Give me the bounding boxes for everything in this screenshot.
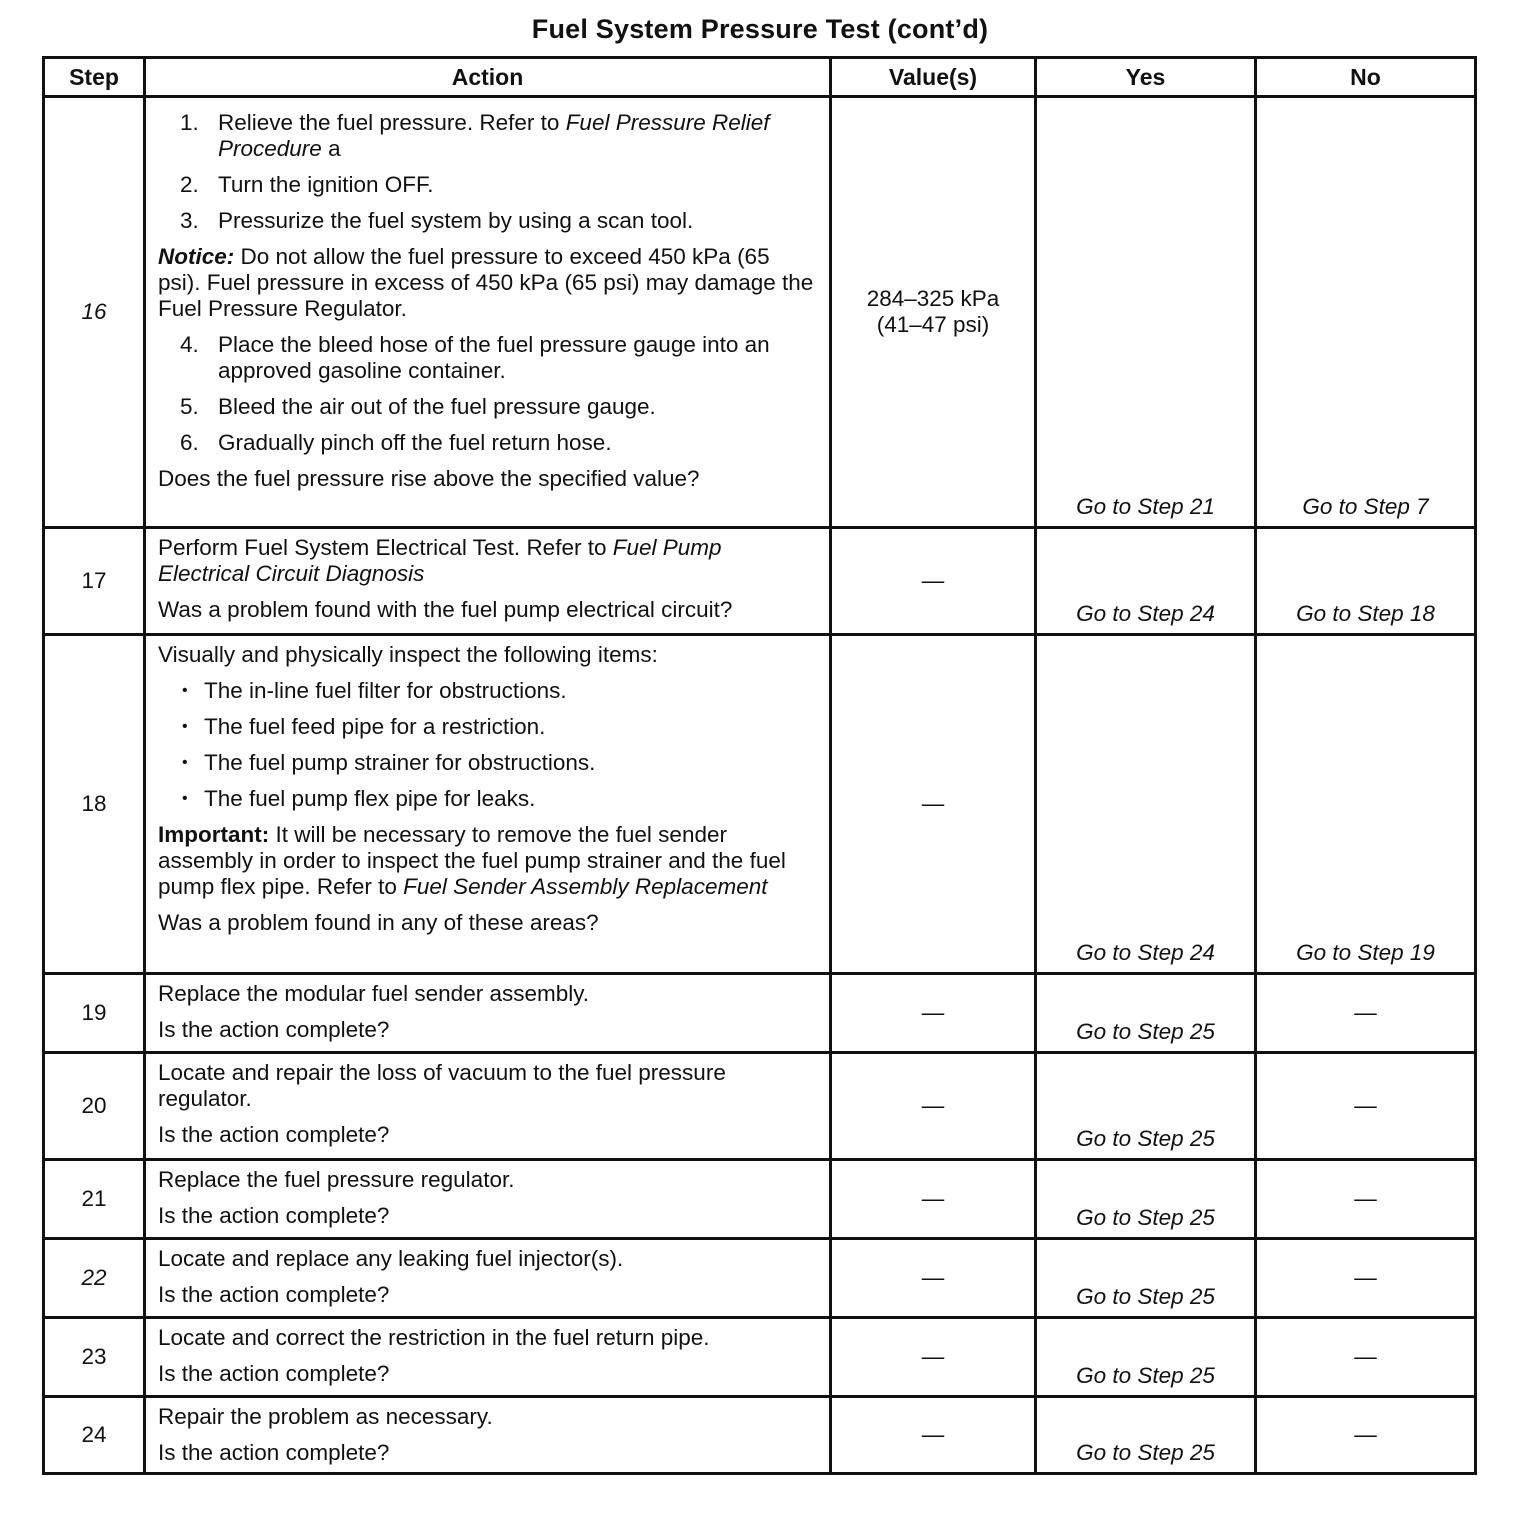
action-cell — [145, 1397, 831, 1474]
table-row-step-20 — [44, 1053, 1476, 1160]
question-text: Was a problem found in any of these areas? — [158, 910, 599, 935]
value-cell: — — [831, 1397, 1036, 1474]
step-number: 22 — [44, 1239, 145, 1318]
value-kpa: 284–325 kPa — [866, 286, 1000, 311]
step-number: 18 — [44, 635, 145, 974]
value-cell: — — [831, 1160, 1036, 1239]
step-number: 21 — [44, 1160, 145, 1239]
value-cell — [831, 97, 1036, 528]
action-text: Replace the fuel pressure regulator. — [158, 1167, 515, 1192]
step-number: 24 — [44, 1397, 145, 1474]
inspection-list — [158, 678, 815, 812]
header-no: No — [1256, 58, 1476, 97]
action-text: Locate and correct the restriction in the fuel return pipe. — [158, 1325, 710, 1350]
question-text: Is the action complete? — [158, 1282, 390, 1307]
no-cell[interactable]: Go to Step 19 — [1256, 635, 1476, 974]
action-cell — [145, 635, 831, 974]
header-step: Step — [44, 58, 145, 97]
action-cell — [145, 97, 831, 528]
question-text: Was a problem found with the fuel pump electrical circuit? — [158, 597, 733, 622]
yes-cell[interactable]: Go to Step 25 — [1036, 1318, 1256, 1397]
list-item: • The fuel feed pipe for a restriction. — [204, 714, 815, 740]
yes-cell[interactable]: Go to Step 25 — [1036, 1053, 1256, 1160]
yes-cell[interactable]: Go to Step 24 — [1036, 528, 1256, 635]
question-text: Does the fuel pressure rise above the specified value? — [158, 466, 700, 491]
value-cell: — — [831, 1239, 1036, 1318]
yes-cell[interactable]: Go to Step 21 — [1036, 97, 1256, 528]
action-text: Replace the modular fuel sender assembly. — [158, 981, 590, 1006]
table-row-step-23 — [44, 1318, 1476, 1397]
table-row-step-16 — [44, 97, 1476, 528]
fuel-pressure-test-table — [42, 56, 1477, 1475]
important-label: Important: — [158, 822, 270, 847]
step-number: 17 — [44, 528, 145, 635]
header-row — [44, 58, 1476, 97]
yes-cell[interactable]: Go to Step 24 — [1036, 635, 1256, 974]
reference-link[interactable]: Fuel Pressure Relief Procedure — [218, 110, 770, 161]
table-row-step-24 — [44, 1397, 1476, 1474]
list-item: 4. Place the bleed hose of the fuel pressure gauge into an approved gasoline container. — [180, 332, 770, 383]
list-item: • The fuel pump strainer for obstructions. — [204, 750, 815, 776]
yes-cell[interactable]: Go to Step 25 — [1036, 974, 1256, 1053]
no-cell: — — [1256, 974, 1476, 1053]
yes-cell[interactable]: Go to Step 25 — [1036, 1160, 1256, 1239]
notice-block — [158, 244, 815, 322]
action-cell — [145, 1239, 831, 1318]
list-item: • The fuel pump flex pipe for leaks. — [204, 786, 815, 812]
table-row-step-22 — [44, 1239, 1476, 1318]
value-cell: — — [831, 1318, 1036, 1397]
yes-cell[interactable]: Go to Step 25 — [1036, 1239, 1256, 1318]
list-item: 1. Relieve the fuel pressure. Refer to Fuel Pressure Relief Procedure a — [180, 110, 770, 161]
important-block — [158, 822, 815, 900]
question-text: Is the action complete? — [158, 1122, 390, 1147]
list-item: • The in-line fuel filter for obstructions. — [204, 678, 815, 704]
table-row-step-18 — [44, 635, 1476, 974]
reference-link[interactable]: Fuel Sender Assembly Replacement — [403, 874, 768, 899]
yes-cell[interactable]: Go to Step 25 — [1036, 1397, 1256, 1474]
table-row-step-21 — [44, 1160, 1476, 1239]
no-cell: — — [1256, 1053, 1476, 1160]
value-cell: — — [831, 974, 1036, 1053]
question-text: Is the action complete? — [158, 1017, 390, 1042]
no-cell: — — [1256, 1318, 1476, 1397]
value-cell: — — [831, 635, 1036, 974]
no-cell: — — [1256, 1239, 1476, 1318]
no-cell[interactable]: Go to Step 7 — [1256, 97, 1476, 528]
notice-text: Do not allow the fuel pressure to exceed 450 kPa (65 psi). Fuel pressure in excess of 450 kPa (65 psi) may damage the Fuel Pressure Regulator. — [158, 244, 814, 321]
action-cell — [145, 1318, 831, 1397]
action-text: Repair the problem as necessary. — [158, 1404, 493, 1429]
notice-label: Notice: — [158, 244, 235, 269]
header-action: Action — [145, 58, 831, 97]
value-cell: — — [831, 1053, 1036, 1160]
list-item: 6. Gradually pinch off the fuel return hose. — [180, 430, 612, 455]
procedure-list — [158, 332, 815, 456]
page-title: Fuel System Pressure Test (cont’d) — [531, 14, 989, 44]
action-cell — [145, 1053, 831, 1160]
action-text: Perform Fuel System Electrical Test. Refer to Fuel Pump Electrical Circuit Diagnosis — [158, 535, 722, 586]
reference-link[interactable]: Fuel Pump Electrical Circuit Diagnosis — [158, 535, 722, 586]
action-cell — [145, 974, 831, 1053]
step-number: 19 — [44, 974, 145, 1053]
value-cell: — — [831, 528, 1036, 635]
step-number: 23 — [44, 1318, 145, 1397]
value-psi: (41–47 psi) — [876, 312, 990, 337]
question-text: Is the action complete? — [158, 1203, 390, 1228]
header-yes: Yes — [1036, 58, 1256, 97]
procedure-list — [158, 110, 815, 234]
table-row-step-17 — [44, 528, 1476, 635]
list-item: 2. Turn the ignition OFF. — [180, 172, 434, 197]
action-text: Locate and replace any leaking fuel injector(s). — [158, 1246, 624, 1271]
no-cell[interactable]: Go to Step 18 — [1256, 528, 1476, 635]
list-item: 5. Bleed the air out of the fuel pressure gauge. — [180, 394, 656, 419]
action-text: Locate and repair the loss of vacuum to the fuel pressure regulator. — [158, 1060, 726, 1111]
table-row-step-19 — [44, 974, 1476, 1053]
header-values: Value(s) — [831, 58, 1036, 97]
action-cell — [145, 528, 831, 635]
step-number: 20 — [44, 1053, 145, 1160]
no-cell: — — [1256, 1160, 1476, 1239]
action-text: Visually and physically inspect the following items: — [158, 642, 658, 667]
list-item: 3. Pressurize the fuel system by using a scan tool. — [180, 208, 694, 233]
no-cell: — — [1256, 1397, 1476, 1474]
question-text: Is the action complete? — [158, 1440, 390, 1465]
question-text: Is the action complete? — [158, 1361, 390, 1386]
step-number: 16 — [44, 97, 145, 528]
important-text: It will be necessary to remove the fuel sender assembly in order to inspect the fuel pump strainer and the fuel pump flex pipe. Refer to — [158, 822, 786, 899]
action-cell — [145, 1160, 831, 1239]
